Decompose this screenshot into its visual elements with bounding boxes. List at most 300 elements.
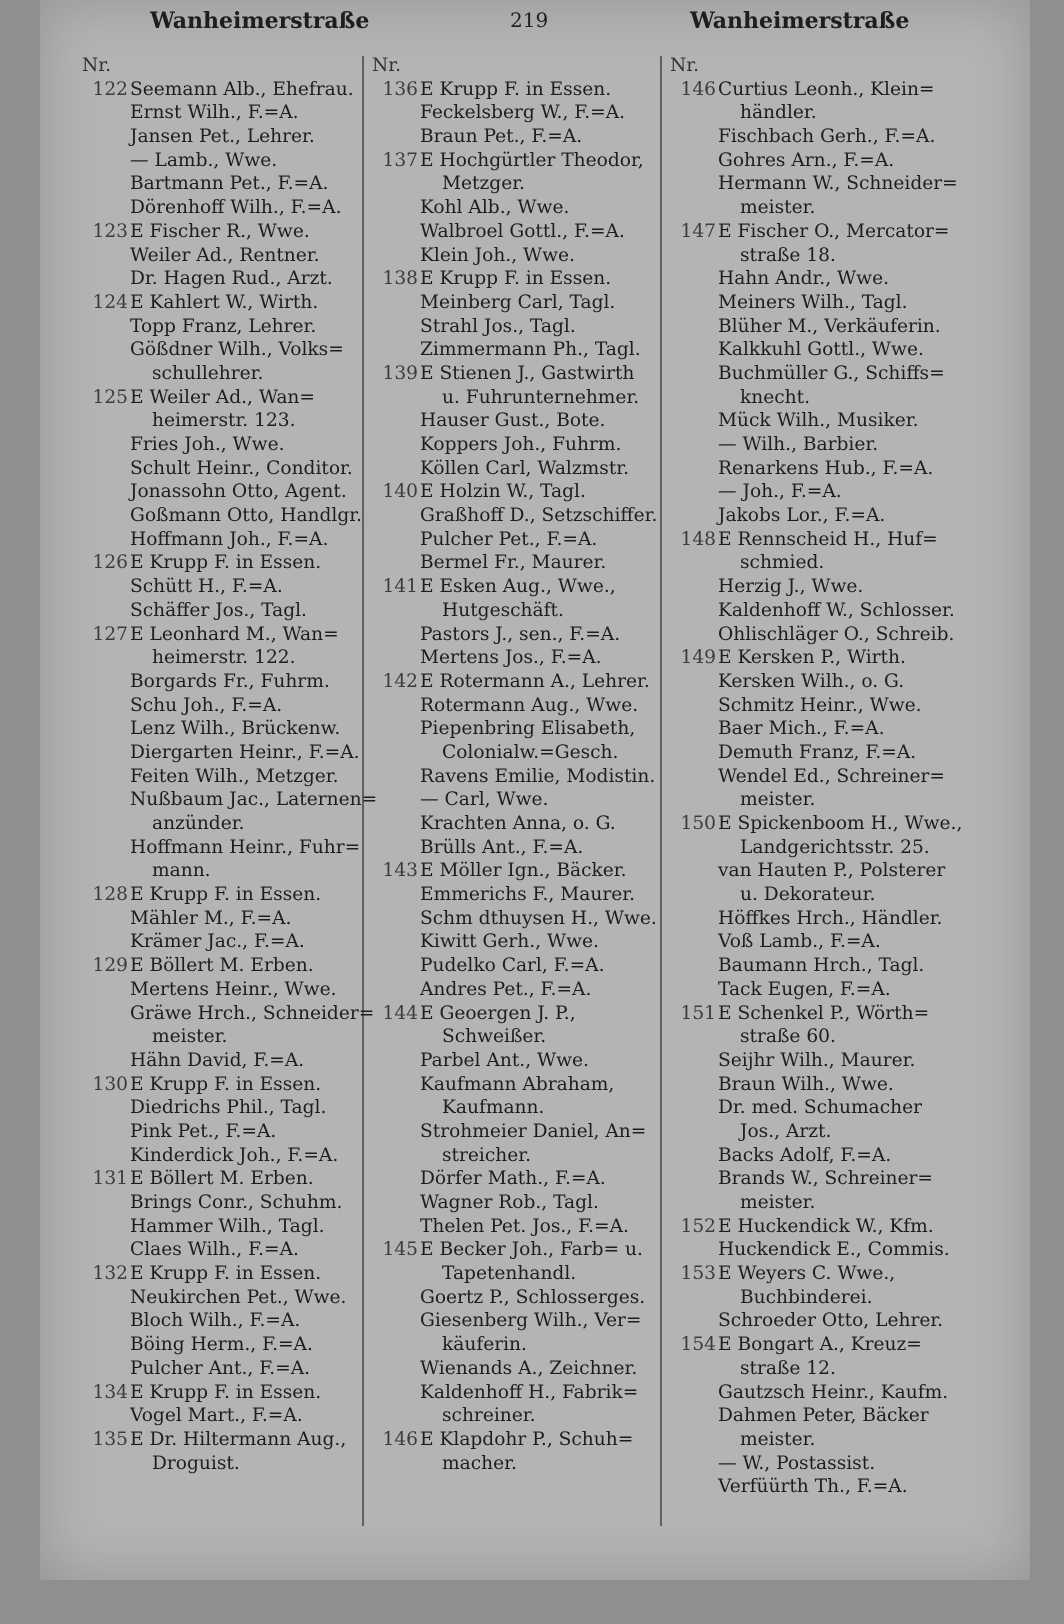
directory-entry-line xyxy=(670,1002,1010,1026)
resident-entry: Schütt H., F.=A. xyxy=(130,576,283,598)
resident-entry: Diergarten Heinr., F.=A. xyxy=(130,741,360,763)
resident-entry: Blüher M., Verkäuferin. xyxy=(718,315,941,337)
resident-entry: Hoffmann Joh., F.=A. xyxy=(130,528,329,550)
entry-continuation: schreiner. xyxy=(442,1405,536,1427)
house-number: 138 xyxy=(382,268,418,290)
directory-entry-line xyxy=(82,646,412,670)
entry-continuation: streicher. xyxy=(442,1144,532,1166)
resident-entry: Pudelko Carl, F.=A. xyxy=(420,955,605,977)
directory-entry-line xyxy=(82,196,412,220)
resident-entry: Dr. Hagen Rud., Arzt. xyxy=(130,268,333,290)
directory-entry-line xyxy=(82,172,412,196)
directory-entry-line xyxy=(82,836,412,860)
directory-entry-line xyxy=(82,433,412,457)
resident-entry: Bloch Wilh., F.=A. xyxy=(130,1310,301,1332)
directory-entry-line xyxy=(670,480,1010,504)
directory-entry-line xyxy=(372,291,672,315)
directory-entry-line xyxy=(82,717,412,741)
resident-entry: Hahn Andr., Wwe. xyxy=(718,268,889,290)
resident-entry: Seemann Alb., Ehefrau. xyxy=(130,78,354,100)
house-number: 143 xyxy=(382,860,418,882)
directory-entry-line xyxy=(372,362,672,386)
entry-continuation: Schweißer. xyxy=(442,1026,547,1048)
entry-continuation: straße 18. xyxy=(740,244,836,266)
directory-entry-line xyxy=(372,575,672,599)
house-number: 130 xyxy=(92,1073,128,1095)
resident-entry: Brings Conr., Schuhm. xyxy=(130,1192,343,1213)
directory-entry-line xyxy=(670,670,1010,694)
directory-entry-line xyxy=(372,599,672,623)
resident-entry: E Spickenboom H., Wwe., xyxy=(718,813,963,834)
entry-continuation: macher. xyxy=(442,1452,517,1474)
entry-continuation: Hutgeschäft. xyxy=(442,599,564,621)
directory-entry-line xyxy=(82,315,412,339)
resident-entry: Köllen Carl, Walzmstr. xyxy=(420,457,630,479)
resident-entry: Feckelsberg W., F.=A. xyxy=(420,102,626,124)
directory-entry-line xyxy=(670,172,1010,196)
house-number: 150 xyxy=(680,813,716,834)
directory-entry-line xyxy=(372,78,672,102)
directory-entry-line xyxy=(670,457,1010,481)
house-number: 128 xyxy=(92,884,128,906)
directory-entry-line xyxy=(372,765,672,789)
directory-entry-line xyxy=(670,196,1010,220)
resident-entry: — Wilh., Barbier. xyxy=(718,434,879,455)
resident-entry: Dörenhoff Wilh., F.=A. xyxy=(130,197,342,219)
resident-entry: E Kahlert W., Wirth. xyxy=(130,291,319,313)
resident-entry: Thelen Pet. Jos., F.=A. xyxy=(420,1215,629,1237)
house-number: 146 xyxy=(680,78,716,100)
house-number: 146 xyxy=(382,1428,418,1450)
directory-entry-line xyxy=(82,267,412,291)
resident-entry: Strohmeier Daniel, An= xyxy=(420,1120,647,1142)
resident-entry: E Böllert M. Erben. xyxy=(130,1168,314,1190)
resident-entry: Renarkens Hub., F.=A. xyxy=(718,457,934,479)
nr-label: Nr. xyxy=(372,55,402,76)
directory-entry-line xyxy=(670,1357,1010,1381)
resident-entry: Goertz P., Schlosserges. xyxy=(420,1286,646,1308)
directory-entry-line xyxy=(82,1073,412,1097)
directory-entry-line xyxy=(82,1120,412,1144)
entry-continuation: Landgerichtsstr. 25. xyxy=(740,836,930,858)
house-number: 151 xyxy=(680,1002,716,1024)
house-number: 124 xyxy=(92,291,128,313)
resident-entry: E Huckendick W., Kfm. xyxy=(718,1215,934,1237)
resident-entry: Schroeder Otto, Lehrer. xyxy=(718,1310,944,1332)
directory-entry-line xyxy=(372,125,672,149)
directory-entry-line xyxy=(82,670,412,694)
column-3 xyxy=(670,54,1010,1554)
directory-entry-line xyxy=(82,741,412,765)
resident-entry: Braun Wilh., Wwe. xyxy=(718,1073,894,1095)
directory-entry-line xyxy=(82,1262,412,1286)
column-1 xyxy=(82,54,412,1554)
directory-entry-line xyxy=(82,362,412,386)
resident-entry: Borgards Fr., Fuhrm. xyxy=(130,670,330,692)
resident-entry: Klein Joh., Wwe. xyxy=(420,244,575,266)
directory-entry-line xyxy=(82,859,412,883)
resident-entry: Seijhr Wilh., Maurer. xyxy=(718,1049,916,1071)
resident-entry: E Krupp F. in Essen. xyxy=(130,884,322,906)
directory-entry-line xyxy=(82,1428,412,1452)
resident-entry: E Bongart A., Kreuz= xyxy=(718,1334,922,1356)
directory-entry-line xyxy=(372,1215,672,1239)
directory-entry-line xyxy=(670,883,1010,907)
page-header xyxy=(40,8,1030,44)
directory-entry-line xyxy=(670,694,1010,718)
resident-entry: Pastors J., sen., F.=A. xyxy=(420,623,621,645)
entry-continuation: mann. xyxy=(152,860,211,882)
directory-entry-line xyxy=(372,859,672,883)
directory-entry-line xyxy=(82,1404,412,1428)
directory-entry-line xyxy=(670,788,1010,812)
entry-continuation: händler. xyxy=(740,102,817,124)
entry-continuation: knecht. xyxy=(740,386,811,408)
directory-entry-line xyxy=(372,1381,672,1405)
entry-continuation: meister. xyxy=(152,1026,228,1048)
directory-entry-line xyxy=(372,1025,672,1049)
resident-entry: Hermann W., Schneider= xyxy=(718,173,958,195)
directory-entry-line xyxy=(670,1428,1010,1452)
resident-entry: E Fischer R., Wwe. xyxy=(130,220,310,242)
resident-entry: Mähler M., F.=A. xyxy=(130,907,292,929)
resident-entry: Hauser Gust., Bote. xyxy=(420,410,606,432)
resident-entry: Krämer Jac., F.=A. xyxy=(130,931,305,953)
directory-entry-line xyxy=(82,1452,412,1476)
resident-entry: Parbel Ant., Wwe. xyxy=(420,1049,589,1071)
directory-entry-line xyxy=(82,78,412,102)
resident-entry: Kaldenhoff W., Schlosser. xyxy=(718,599,955,621)
directory-entry-line xyxy=(670,954,1010,978)
directory-entry-line xyxy=(82,457,412,481)
resident-entry: van Hauten P., Polsterer xyxy=(718,860,946,882)
directory-entry-line xyxy=(372,930,672,954)
directory-entry-line xyxy=(372,267,672,291)
resident-entry: Lenz Wilh., Brückenw. xyxy=(130,718,341,740)
entry-continuation: heimerstr. 122. xyxy=(152,647,296,669)
house-number: 126 xyxy=(92,552,128,574)
directory-entry-line xyxy=(82,528,412,552)
directory-entry-line xyxy=(670,291,1010,315)
entry-continuation: meister. xyxy=(740,789,816,811)
directory-entry-line xyxy=(670,1215,1010,1239)
resident-entry: Feiten Wilh., Metzger. xyxy=(130,765,339,787)
directory-entry-line xyxy=(82,1049,412,1073)
directory-entry-line xyxy=(82,978,412,1002)
resident-entry: Gautzsch Heinr., Kaufm. xyxy=(718,1381,949,1403)
directory-entry-line xyxy=(670,1120,1010,1144)
resident-entry: Baumann Hrch., Tagl. xyxy=(718,955,925,977)
resident-entry: E Klapdohr P., Schuh= xyxy=(420,1428,634,1450)
resident-entry: Krachten Anna, o. G. xyxy=(420,813,616,834)
directory-entry-line xyxy=(82,812,412,836)
directory-entry-line xyxy=(670,1381,1010,1405)
directory-entry-line xyxy=(82,1191,412,1215)
directory-entry-line xyxy=(670,907,1010,931)
resident-entry: Böing Herm., F.=A. xyxy=(130,1334,313,1356)
resident-entry: Brands W., Schreiner= xyxy=(718,1168,933,1190)
directory-entry-line xyxy=(82,125,412,149)
directory-entry-line xyxy=(372,1404,672,1428)
directory-entry-line xyxy=(670,836,1010,860)
entry-continuation: u. Fuhrunternehmer. xyxy=(442,386,640,408)
house-number: 129 xyxy=(92,955,128,977)
resident-entry: Pink Pet., F.=A. xyxy=(130,1120,277,1142)
directory-entry-line xyxy=(670,362,1010,386)
directory-entry-line xyxy=(372,717,672,741)
resident-entry: E Weyers C. Wwe., xyxy=(718,1263,896,1285)
directory-entry-line xyxy=(670,575,1010,599)
resident-entry: Buchmüller G., Schiffs= xyxy=(718,362,945,384)
directory-entry-line xyxy=(82,1238,412,1262)
entry-continuation: straße 12. xyxy=(740,1357,836,1379)
directory-entry-line xyxy=(670,978,1010,1002)
resident-entry: Vogel Mart., F.=A. xyxy=(130,1405,303,1427)
resident-entry: E Krupp F. in Essen. xyxy=(130,1073,322,1095)
resident-entry: Kaldenhoff H., Fabrik= xyxy=(420,1381,639,1403)
directory-entry-line xyxy=(670,267,1010,291)
directory-entry-line xyxy=(372,551,672,575)
house-number: 154 xyxy=(680,1334,716,1356)
directory-entry-line xyxy=(670,244,1010,268)
resident-entry: Pulcher Ant., F.=A. xyxy=(130,1357,311,1379)
right-running-title: Wanheimerstraße xyxy=(690,8,910,34)
directory-entry-line xyxy=(670,149,1010,173)
directory-entry-line xyxy=(670,646,1010,670)
resident-entry: Pulcher Pet., F.=A. xyxy=(420,528,598,550)
resident-entry: Gößdner Wilh., Volks= xyxy=(130,339,344,361)
directory-entry-line xyxy=(670,859,1010,883)
directory-entry-line xyxy=(372,954,672,978)
resident-entry: Ernst Wilh., F.=A. xyxy=(130,102,299,124)
house-number: 145 xyxy=(382,1239,418,1261)
resident-entry: Meinberg Carl, Tagl. xyxy=(420,291,616,313)
resident-entry: Braun Pet., F.=A. xyxy=(420,126,583,148)
directory-entry-line xyxy=(372,883,672,907)
directory-entry-line xyxy=(372,220,672,244)
directory-entry-line xyxy=(82,883,412,907)
resident-entry: E Krupp F. in Essen. xyxy=(420,268,612,290)
resident-entry: E Krupp F. in Essen. xyxy=(130,1263,322,1285)
resident-entry: — Carl, Wwe. xyxy=(420,789,549,811)
resident-entry: Goßmann Otto, Handlgr. xyxy=(130,505,363,527)
entry-continuation: Kaufmann. xyxy=(442,1097,545,1119)
entry-continuation: anzünder. xyxy=(152,813,245,834)
resident-entry: Kohl Alb., Wwe. xyxy=(420,197,570,219)
directory-entry-line xyxy=(82,101,412,125)
resident-entry: Mertens Jos., F.=A. xyxy=(420,647,602,669)
directory-entry-line xyxy=(372,386,672,410)
resident-entry: Höffkes Hrch., Händler. xyxy=(718,907,943,929)
directory-entry-line xyxy=(372,836,672,860)
resident-entry: Kersken Wilh., o. G. xyxy=(718,670,905,692)
house-number: 139 xyxy=(382,362,418,384)
directory-entry-line xyxy=(670,1073,1010,1097)
resident-entry: Brülls Ant., F.=A. xyxy=(420,836,584,858)
resident-entry: Bermel Fr., Maurer. xyxy=(420,552,607,574)
resident-entry: E Geoergen J. P., xyxy=(420,1002,576,1024)
resident-entry: Zimmermann Ph., Tagl. xyxy=(420,339,641,361)
entry-continuation: Droguist. xyxy=(152,1452,240,1474)
directory-entry-line xyxy=(372,409,672,433)
directory-entry-line xyxy=(82,623,412,647)
resident-entry: Weiler Ad., Rentner. xyxy=(130,244,320,266)
resident-entry: Fischbach Gerh., F.=A. xyxy=(718,126,936,148)
directory-entry-line xyxy=(670,1475,1010,1499)
directory-entry-line xyxy=(372,1049,672,1073)
resident-entry: E Kersken P., Wirth. xyxy=(718,647,906,669)
directory-entry-line xyxy=(670,623,1010,647)
resident-entry: Hammer Wilh., Tagl. xyxy=(130,1215,325,1237)
house-number: 147 xyxy=(680,220,716,242)
directory-entry-line xyxy=(372,1002,672,1026)
resident-entry: Dr. med. Schumacher xyxy=(718,1097,923,1119)
directory-entry-line xyxy=(372,978,672,1002)
directory-entry-line xyxy=(372,1333,672,1357)
directory-entry-line xyxy=(670,1404,1010,1428)
house-number: 140 xyxy=(382,481,418,503)
resident-entry: Schmitz Heinr., Wwe. xyxy=(718,694,922,716)
directory-entry-line xyxy=(670,338,1010,362)
directory-entry-line xyxy=(82,765,412,789)
resident-entry: Dahmen Peter, Bäcker xyxy=(718,1405,929,1427)
directory-entry-line xyxy=(372,741,672,765)
resident-entry: Schu Joh., F.=A. xyxy=(130,694,283,716)
house-number: 125 xyxy=(92,386,128,408)
entry-continuation: straße 60. xyxy=(740,1026,836,1048)
directory-entry-line xyxy=(82,930,412,954)
directory-entry-line xyxy=(372,244,672,268)
house-number: 149 xyxy=(680,647,716,669)
directory-entry-line xyxy=(670,315,1010,339)
resident-entry: Graßhoff D., Setzschiffer. xyxy=(420,505,658,527)
directory-entry-line xyxy=(372,315,672,339)
resident-entry: E Rotermann A., Lehrer. xyxy=(420,670,650,692)
directory-entry-line xyxy=(670,1238,1010,1262)
resident-entry: Herzig J., Wwe. xyxy=(718,576,864,598)
resident-entry: Fries Joh., Wwe. xyxy=(130,434,285,455)
directory-entry-line xyxy=(372,457,672,481)
directory-entry-line xyxy=(372,907,672,931)
directory-entry-line xyxy=(372,1262,672,1286)
resident-entry: Schult Heinr., Conditor. xyxy=(130,457,353,479)
entry-continuation: u. Dekorateur. xyxy=(740,884,876,906)
house-number: 136 xyxy=(382,78,418,100)
house-number: 123 xyxy=(92,220,128,242)
resident-entry: Kaufmann Abraham, xyxy=(420,1073,615,1095)
nr-heading xyxy=(670,54,1010,78)
directory-entry-line xyxy=(670,1262,1010,1286)
directory-entry-line xyxy=(82,788,412,812)
directory-entry-line xyxy=(372,1309,672,1333)
directory-entry-line xyxy=(670,1049,1010,1073)
entry-continuation: Metzger. xyxy=(442,173,525,195)
left-running-title: Wanheimerstraße xyxy=(150,8,370,34)
resident-entry: E Becker Joh., Farb= u. xyxy=(420,1239,643,1261)
directory-entry-line xyxy=(82,1333,412,1357)
resident-entry: Curtius Leonh., Klein= xyxy=(718,78,935,100)
resident-entry: Ravens Emilie, Modistin. xyxy=(420,765,656,787)
directory-entry-line xyxy=(670,409,1010,433)
resident-entry: Andres Pet., F.=A. xyxy=(420,978,592,1000)
directory-entry-line xyxy=(82,504,412,528)
directory-entry-line xyxy=(372,1167,672,1191)
directory-entry-line xyxy=(372,196,672,220)
house-number: 148 xyxy=(680,528,716,550)
directory-entry-line xyxy=(82,220,412,244)
resident-entry: Demuth Franz, F.=A. xyxy=(718,741,917,763)
house-number: 142 xyxy=(382,670,418,692)
directory-entry-line xyxy=(82,1357,412,1381)
directory-entry-line xyxy=(670,741,1010,765)
resident-entry: E Leonhard M., Wan= xyxy=(130,623,339,645)
directory-entry-line xyxy=(372,1452,672,1476)
directory-entry-line xyxy=(372,480,672,504)
directory-entry-line xyxy=(372,1144,672,1168)
directory-entry-line xyxy=(670,1096,1010,1120)
nr-label: Nr. xyxy=(82,55,112,76)
entry-continuation: meister. xyxy=(740,197,816,219)
resident-entry: E Schenkel P., Wörth= xyxy=(718,1002,930,1024)
resident-entry: Kalkkuhl Gottl., Wwe. xyxy=(718,339,924,361)
entry-continuation: schmied. xyxy=(740,552,825,574)
house-number: 153 xyxy=(680,1263,716,1285)
directory-entry-line xyxy=(372,1096,672,1120)
resident-entry: E Holzin W., Tagl. xyxy=(420,481,586,503)
directory-entry-line xyxy=(670,1333,1010,1357)
resident-entry: Schäffer Jos., Tagl. xyxy=(130,599,307,621)
resident-entry: E Möller Ign., Bäcker. xyxy=(420,860,627,882)
directory-entry-line xyxy=(670,717,1010,741)
directory-entry-line xyxy=(82,149,412,173)
directory-entry-line xyxy=(372,694,672,718)
entry-continuation: käuferin. xyxy=(442,1334,527,1356)
directory-entry-line xyxy=(82,338,412,362)
directory-entry-line xyxy=(670,101,1010,125)
resident-entry: E Krupp F. in Essen. xyxy=(420,78,612,100)
directory-entry-line xyxy=(670,930,1010,954)
directory-entry-line xyxy=(82,1025,412,1049)
house-number: 127 xyxy=(92,623,128,645)
directory-entry-line xyxy=(372,812,672,836)
house-number: 122 xyxy=(92,78,128,100)
directory-entry-line xyxy=(372,172,672,196)
directory-entry-line xyxy=(670,1144,1010,1168)
resident-entry: Backs Adolf, F.=A. xyxy=(718,1144,892,1166)
resident-entry: Rotermann Aug., Wwe. xyxy=(420,694,639,716)
house-number: 144 xyxy=(382,1002,418,1024)
resident-entry: Dörfer Math., F.=A. xyxy=(420,1168,606,1190)
directory-entry-line xyxy=(670,812,1010,836)
house-number: 132 xyxy=(92,1263,128,1285)
entry-continuation: Buchbinderei. xyxy=(740,1286,873,1308)
resident-entry: E Esken Aug., Wwe., xyxy=(420,576,616,598)
resident-entry: — W., Postassist. xyxy=(718,1452,876,1474)
column-2 xyxy=(372,54,672,1554)
directory-entry-line xyxy=(670,1452,1010,1476)
resident-entry: Wienands A., Zeichner. xyxy=(420,1357,638,1379)
resident-entry: Topp Franz, Lehrer. xyxy=(130,315,317,337)
resident-entry: Diedrichs Phil., Tagl. xyxy=(130,1097,327,1119)
directory-entry-line xyxy=(82,1286,412,1310)
resident-entry: Koppers Joh., Fuhrm. xyxy=(420,434,622,455)
resident-entry: Neukirchen Pet., Wwe. xyxy=(130,1286,347,1308)
resident-entry: E Krupp F. in Essen. xyxy=(130,1381,322,1403)
entry-continuation: Jos., Arzt. xyxy=(740,1120,832,1142)
directory-entry-line xyxy=(670,528,1010,552)
directory-entry-line xyxy=(372,1286,672,1310)
resident-entry: Baer Mich., F.=A. xyxy=(718,718,885,740)
